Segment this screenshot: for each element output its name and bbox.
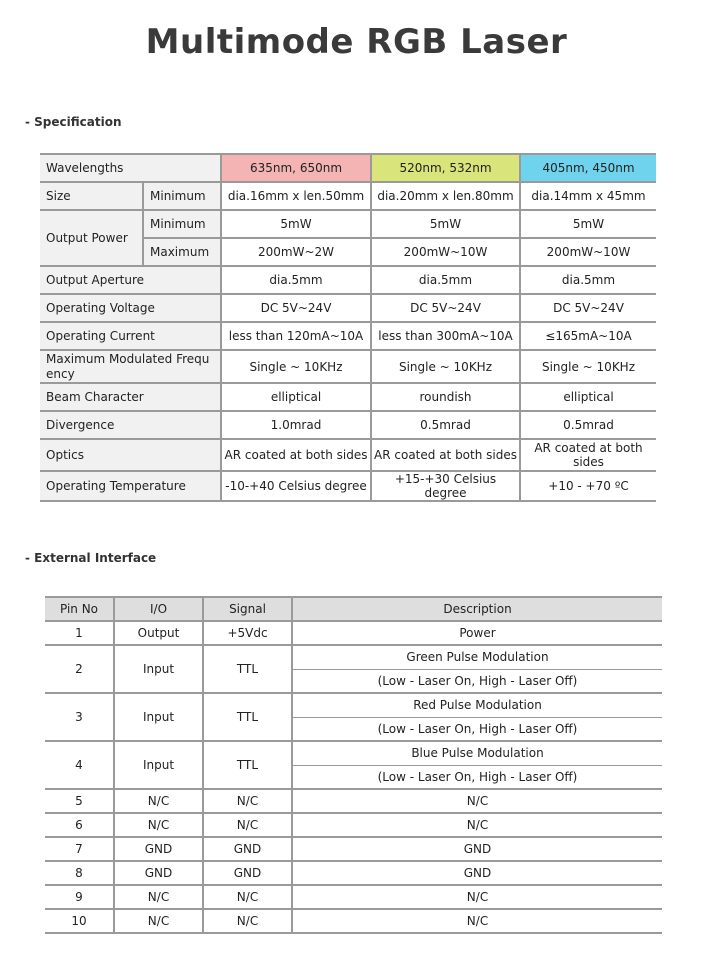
spec-sublabel: Minimum	[143, 210, 221, 238]
signal-cell: N/C	[203, 909, 292, 933]
spec-label: Divergence	[40, 411, 221, 439]
spec-value: AR coated at both sides	[221, 439, 371, 471]
specification-table	[40, 153, 656, 502]
spec-value: dia.5mm	[221, 266, 371, 294]
spec-value: less than 300mA~10A	[371, 322, 520, 350]
table-row	[45, 645, 662, 669]
spec-sublabel: Maximum	[143, 238, 221, 266]
spec-value: 5mW	[371, 210, 520, 238]
pin-cell: 10	[45, 909, 114, 933]
signal-cell: N/C	[203, 789, 292, 813]
pin-cell: 8	[45, 861, 114, 885]
spec-value: less than 120mA~10A	[221, 322, 371, 350]
spec-value: dia.16mm x len.50mm	[221, 182, 371, 210]
table-row	[45, 885, 662, 909]
description-cell: N/C	[292, 909, 662, 933]
io-cell: N/C	[114, 789, 203, 813]
spec-value: -10-+40 Celsius degree	[221, 471, 371, 501]
signal-cell: +5Vdc	[203, 621, 292, 645]
io-cell: Input	[114, 645, 203, 693]
pin-cell: 9	[45, 885, 114, 909]
spec-value: dia.14mm x 45mm	[520, 182, 656, 210]
table-row	[45, 789, 662, 813]
io-cell: N/C	[114, 885, 203, 909]
io-cell: N/C	[114, 909, 203, 933]
table-row	[45, 909, 662, 933]
spec-label: Output Aperture	[40, 266, 221, 294]
signal-cell: GND	[203, 861, 292, 885]
spec-value: 200mW~10W	[520, 238, 656, 266]
spec-value: DC 5V~24V	[221, 294, 371, 322]
external-interface-heading: - External Interface	[25, 551, 157, 565]
column-header: Signal	[203, 597, 292, 621]
table-row	[45, 861, 662, 885]
description-cell: Green Pulse Modulation	[292, 645, 662, 669]
spec-value: Single ~ 10KHz	[221, 350, 371, 383]
spec-label: Size	[40, 182, 143, 210]
table-row	[45, 693, 662, 717]
description-cell: Red Pulse Modulation	[292, 693, 662, 717]
spec-value: DC 5V~24V	[371, 294, 520, 322]
spec-label: Operating Temperature	[40, 471, 221, 501]
spec-value: +15-+30 Celsius degree	[371, 471, 520, 501]
spec-value: 1.0mrad	[221, 411, 371, 439]
signal-cell: N/C	[203, 813, 292, 837]
spec-row-optics	[40, 439, 656, 471]
spec-value: AR coated at both sides	[520, 439, 656, 471]
signal-cell: N/C	[203, 885, 292, 909]
table-row	[45, 741, 662, 765]
spec-row-wavelengths	[40, 154, 656, 182]
signal-cell: TTL	[203, 693, 292, 741]
pin-cell: 1	[45, 621, 114, 645]
spec-label: Maximum Modulated Frequency	[40, 350, 221, 383]
pin-cell: 4	[45, 741, 114, 789]
signal-cell: TTL	[203, 741, 292, 789]
description-cell: N/C	[292, 813, 662, 837]
spec-value: 5mW	[520, 210, 656, 238]
spec-value: dia.20mm x len.80mm	[371, 182, 520, 210]
description-cell: GND	[292, 861, 662, 885]
spec-value: 520nm, 532nm	[371, 154, 520, 182]
spec-value: AR coated at both sides	[371, 439, 520, 471]
spec-row-modfreq	[40, 350, 656, 383]
table-row	[45, 813, 662, 837]
column-header: I/O	[114, 597, 203, 621]
spec-row-current	[40, 322, 656, 350]
column-header: Pin No	[45, 597, 114, 621]
spec-value: 405nm, 450nm	[520, 154, 656, 182]
io-cell: Output	[114, 621, 203, 645]
spec-label: Beam Character	[40, 383, 221, 411]
spec-row-power-min	[40, 210, 656, 238]
spec-label: Optics	[40, 439, 221, 471]
pin-cell: 5	[45, 789, 114, 813]
spec-label: Operating Current	[40, 322, 221, 350]
spec-row-divergence	[40, 411, 656, 439]
description-cell: Power	[292, 621, 662, 645]
pin-cell: 6	[45, 813, 114, 837]
spec-row-size	[40, 182, 656, 210]
description-cell: Blue Pulse Modulation	[292, 741, 662, 765]
spec-label: Wavelengths	[40, 154, 221, 182]
spec-value: 5mW	[221, 210, 371, 238]
column-header: Description	[292, 597, 662, 621]
description-cell: (Low - Laser On, High - Laser Off)	[292, 765, 662, 789]
io-cell: GND	[114, 861, 203, 885]
io-cell: Input	[114, 693, 203, 741]
table-row	[45, 621, 662, 645]
signal-cell: TTL	[203, 645, 292, 693]
table-row	[45, 837, 662, 861]
spec-label: Output Power	[40, 210, 143, 266]
spec-value: Single ~ 10KHz	[520, 350, 656, 383]
spec-value: +10 - +70 ºC	[520, 471, 656, 501]
description-cell: GND	[292, 837, 662, 861]
specification-heading: - Specification	[25, 115, 122, 129]
spec-value: 200mW~2W	[221, 238, 371, 266]
page-title: Multimode RGB Laser	[145, 22, 568, 62]
pin-cell: 2	[45, 645, 114, 693]
spec-sublabel: Minimum	[143, 182, 221, 210]
spec-row-voltage	[40, 294, 656, 322]
spec-value: elliptical	[221, 383, 371, 411]
pin-cell: 7	[45, 837, 114, 861]
description-cell: (Low - Laser On, High - Laser Off)	[292, 669, 662, 693]
description-cell: (Low - Laser On, High - Laser Off)	[292, 717, 662, 741]
spec-row-aperture	[40, 266, 656, 294]
spec-row-temperature	[40, 471, 656, 501]
pin-cell: 3	[45, 693, 114, 741]
io-cell: GND	[114, 837, 203, 861]
spec-value: roundish	[371, 383, 520, 411]
io-cell: Input	[114, 741, 203, 789]
spec-value: elliptical	[520, 383, 656, 411]
spec-row-beam	[40, 383, 656, 411]
spec-value: ≤165mA~10A	[520, 322, 656, 350]
spec-value: 635nm, 650nm	[221, 154, 371, 182]
spec-value: Single ~ 10KHz	[371, 350, 520, 383]
signal-cell: GND	[203, 837, 292, 861]
io-cell: N/C	[114, 813, 203, 837]
description-cell: N/C	[292, 789, 662, 813]
description-cell: N/C	[292, 885, 662, 909]
spec-value: 0.5mrad	[371, 411, 520, 439]
spec-value: 0.5mrad	[520, 411, 656, 439]
external-interface-table	[45, 596, 662, 934]
spec-value: 200mW~10W	[371, 238, 520, 266]
spec-value: dia.5mm	[520, 266, 656, 294]
spec-value: dia.5mm	[371, 266, 520, 294]
spec-value: DC 5V~24V	[520, 294, 656, 322]
ext-header-row	[45, 597, 662, 621]
spec-label: Operating Voltage	[40, 294, 221, 322]
